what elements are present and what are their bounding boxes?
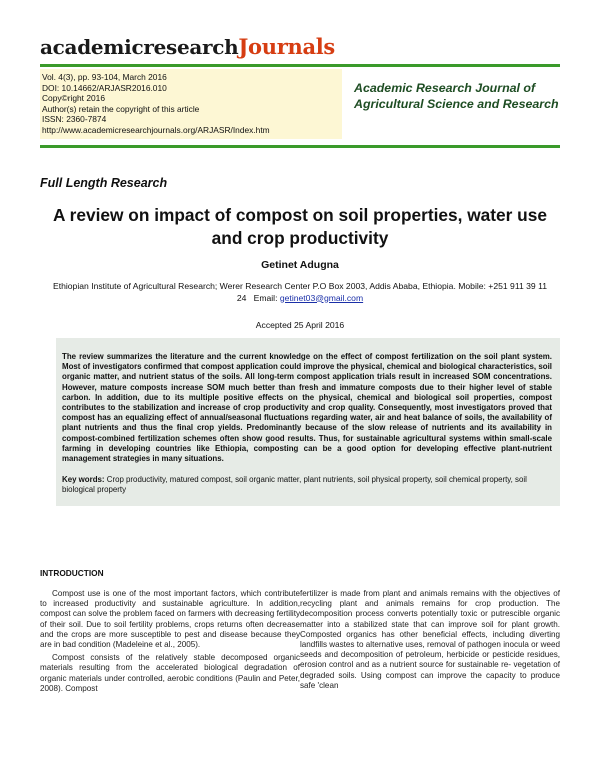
- affiliation-text: Ethiopian Institute of Agricultural Research; Werer Research Center P.O Box 2003, Addis Ababa, Ethiopia. Mobile: +251 911 39 11 24: [52, 281, 548, 303]
- meta-doi: DOI: 10.14662/ARJASR2016.010: [42, 82, 167, 93]
- logo-accent-text: Journals: [238, 34, 335, 59]
- header-bottom-rule: [40, 145, 560, 148]
- body-column-right: [300, 589, 560, 694]
- article-type: Full Length Research: [40, 176, 168, 190]
- journal-name: Academic Research Journal of Agricultural Science and Research: [354, 81, 559, 112]
- meta-issn: ISSN: 2360-7874: [42, 114, 107, 125]
- abstract-text: The review summarizes the literature and the current knowledge on the effect of compost fertilization on the soil plant system. Most of investigators confirmed that compost application could improve the physical, chemical and biological characteristics, soil organic matter, and nutrient status of the soils. All long-term compost application trials result in increased SOM concentrations. However, mature composts increase SOM much better than fresh and immature composts due to their higher level of stable carbon. In addition, due to its multiple positive effects on the physical, chemical and biological soil properties, compost contributes to the stabilization and increase of crop productivity and crop quality. Consequently, most investigators proved that compost has an equalizing effect of annual/seasonal fluctuations regarding water, air and heat balance of soils, the availability of plant nutrients and thus the final crop yields. Predominantly because of the slow release of nutrients and its availability in compost-combined fertilization schemes often show good results. Thus, for sustainable agricultural systems within small-scale farming in developing countries like Ethiopia, composting can be a good option for developing effective plant-nutrient management strategies in many situations.: [62, 352, 552, 464]
- meta-copyright: Copy©right 2016: [42, 93, 105, 104]
- abstract-box: [56, 338, 560, 506]
- email-label: Email:: [253, 292, 278, 303]
- publisher-logo: [40, 34, 335, 59]
- article-meta-box: [40, 69, 342, 139]
- section-heading-introduction: INTRODUCTION: [40, 568, 104, 578]
- author-affiliation: [40, 281, 560, 304]
- logo-main-text: academicresearch: [40, 35, 239, 59]
- article-title: A review on impact of compost on soil properties, water use and crop productivity: [53, 205, 547, 248]
- article-author: Getinet Adugna: [261, 259, 339, 271]
- meta-rights: Author(s) retain the copyright of this article: [42, 103, 200, 114]
- header-top-rule: [40, 64, 560, 67]
- body-column-left: [40, 589, 300, 697]
- keywords: [62, 475, 552, 495]
- keywords-text: Crop productivity, matured compost, soil organic matter, plant nutrients, soil physical property, soil chemical property, soil biological property: [62, 475, 527, 495]
- meta-volume: Vol. 4(3), pp. 93-104, March 2016: [42, 72, 167, 82]
- meta-url[interactable]: http://www.academicresearchjournals.org/ARJASR/Index.htm: [42, 124, 270, 135]
- paragraph: fertilizer is made from plant and animals remains with the objectives of recycling plant and animals remains for crop production. The decomposition process converts potentially toxic or putrescible organic matter into a stabilized state that can improve soil for plant growth. Composted organics has other beneficial effects, including diverting landfills wastes to alternative uses, removal of pathogen inocula or weed seeds and decomposition of petroleum, herbicide or pesticide residues, erosion control and as a nutrient source for sustainable re- vegetation of degraded soils. Using compost can improve the capacity to produce safe 'clean: [300, 589, 560, 690]
- author-email-link[interactable]: getinet03@gmail.com: [279, 292, 364, 303]
- accepted-date: Accepted 25 April 2016: [255, 320, 345, 330]
- paragraph: Compost use is one of the most important factors, which contribute to increased productivity and sustainable agriculture. In addition, compost can solve the problem faced on farmers with decreasing fertility of their soil. Due to soil fertility problems, crops returns often decrease and the crops are more susceptible to pest and disease because they are in bad condition (Madeleine et al., 2005).: [40, 589, 300, 650]
- paragraph: Compost consists of the relatively stable decomposed organic materials resulting from the accelerated biological degradation of organic materials under controlled, aerobic conditions (Paulin and Peter, 2008). Compost: [40, 653, 300, 693]
- keywords-label: Key words:: [62, 475, 105, 485]
